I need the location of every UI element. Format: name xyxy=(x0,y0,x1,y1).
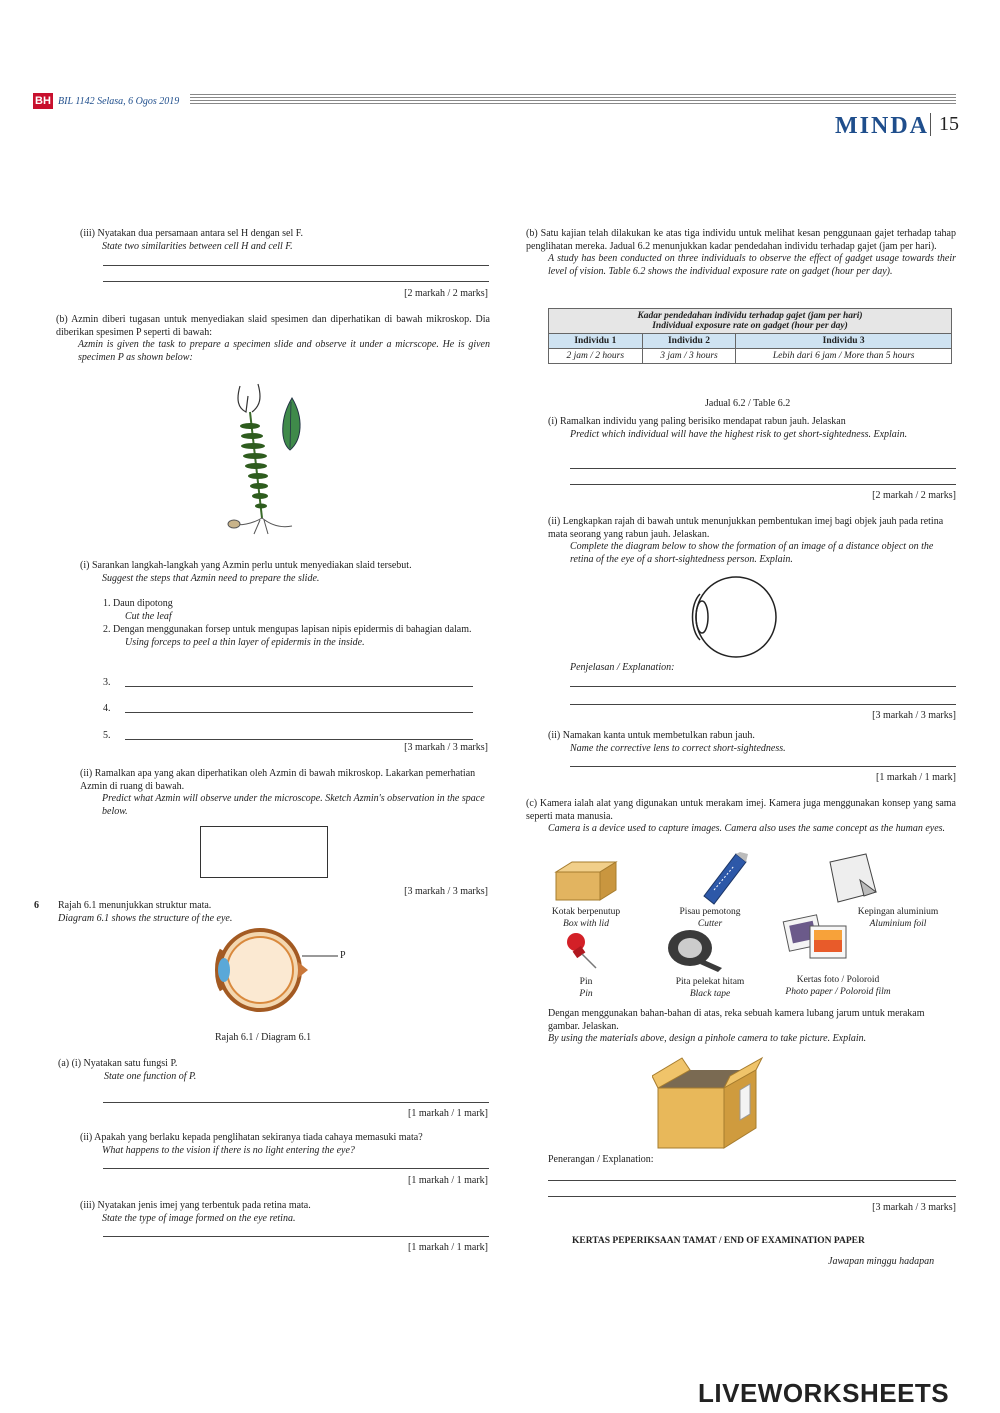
step-1-en: Cut the leaf xyxy=(125,610,172,622)
table-cell: Lebih dari 6 jam / More than 5 hours xyxy=(736,349,952,364)
material-foil-ms: Kepingan aluminium xyxy=(857,907,939,917)
box-with-lid-icon xyxy=(552,856,624,904)
table-header: Individu 2 xyxy=(642,334,736,349)
marks-label: [2 markah / 2 marks] xyxy=(872,490,956,501)
material-box-en: Box with lid xyxy=(563,919,609,929)
table-header: Individu 3 xyxy=(736,334,952,349)
answer-line[interactable] xyxy=(570,766,956,767)
pin-icon xyxy=(562,930,602,970)
table-header: Individu 1 xyxy=(549,334,643,349)
step-3-input[interactable] xyxy=(125,686,473,687)
question-bii xyxy=(80,768,490,818)
material-cutter-ms: Pisau pemotong xyxy=(679,907,741,917)
marks-label: [3 markah / 3 marks] xyxy=(872,710,956,721)
question-a-iii xyxy=(80,1200,490,1225)
marks-label: [3 markah / 3 marks] xyxy=(404,886,488,897)
section-title: MINDA xyxy=(835,113,929,139)
next-week-answers: Jawapan minggu hadapan xyxy=(828,1256,935,1267)
question-a-ii xyxy=(80,1132,490,1157)
answer-line[interactable] xyxy=(570,484,956,485)
question-6b-i-ms: (i) Ramalkan individu yang paling berisiko mendapat rabun jauh. Jelaskan xyxy=(548,416,846,427)
penerangan-label: Penerangan / Explanation: xyxy=(548,1154,654,1165)
label-p: P xyxy=(340,950,346,961)
marks-label: [3 markah / 3 marks] xyxy=(872,1202,956,1213)
step-5-input[interactable] xyxy=(125,739,473,740)
question-6-number: 6 xyxy=(34,900,39,911)
question-bii-ms: (ii) Ramalkan apa yang akan diperhatikan oleh Azmin di bawah mikroskop. Lakarkan pemerhatian Azmin di ruang di bawah. xyxy=(80,768,476,792)
question-bii-en: Predict what Azmin will observe under the microscope. Sketch Azmin's observation in the space below. xyxy=(102,793,485,817)
exposure-table xyxy=(548,308,952,364)
question-6b-iii-ms: (ii) Namakan kanta untuk membetulkan rabun jauh. xyxy=(548,730,755,741)
table-title xyxy=(549,309,952,334)
question-6 xyxy=(58,900,478,925)
question-a-iii-ms: (iii) Nyatakan jenis imej yang terbentuk pada retina mata. xyxy=(80,1200,311,1211)
material-photo-paper-en: Photo paper / Poloroid film xyxy=(785,987,891,997)
question-iii xyxy=(80,228,490,253)
step-5-number: 5. xyxy=(103,730,111,741)
question-6b-en: A study has been conducted on three individuals to observe the effect of gadget usage towards their level of vision. Table 6.2 shows the individual exposure rate on gadget (hour per day). xyxy=(548,253,956,277)
answer-line[interactable] xyxy=(570,686,956,687)
material-cutter-en: Cutter xyxy=(697,919,723,929)
step-2-ms: 2. Dengan menggunakan forsep untuk mengupas lapisan nipis epidermis di bahagian dalam. xyxy=(103,624,472,635)
material-cutter xyxy=(664,906,756,930)
question-b-ms: (b) Azmin diberi tugasan untuk menyediakan slaid spesimen dan diperhatikan di bawah mikroskop. Dia diberikan spesimen P seperti di bawah: xyxy=(56,314,490,338)
step-4-number: 4. xyxy=(103,703,111,714)
answer-line[interactable] xyxy=(103,1102,489,1103)
marks-label: [1 markah / 1 mark] xyxy=(408,1108,488,1119)
question-6b-i xyxy=(548,416,956,441)
material-photo-paper-ms: Kertas foto / Poloroid xyxy=(796,975,880,985)
table-6-2-caption: Jadual 6.2 / Table 6.2 xyxy=(705,398,791,409)
material-box xyxy=(540,906,632,930)
aluminium-foil-icon xyxy=(826,852,882,906)
photo-paper-icon xyxy=(782,910,852,970)
question-iii-ms: (iii) Nyatakan dua persamaan antara sel H dengan sel F. xyxy=(80,228,304,239)
question-6b-ms: (b) Satu kajian telah dilakukan ke atas tiga individu untuk melihat kesan penggunaan gajet terhadap tahap penglihatan mereka. Jadual 6.2 menunjukkan kadar pendedahan individu terhadap gajet (jam per hari). xyxy=(526,228,956,252)
design-task xyxy=(548,1008,956,1046)
question-a-i-ms: (a) (i) Nyatakan satu fungsi P. xyxy=(58,1058,178,1069)
question-a-ii-en: What happens to the vision if there is no light entering the eye? xyxy=(102,1144,355,1156)
question-6b-iii-en: Name the corrective lens to correct short-sightedness. xyxy=(570,742,786,754)
step-2 xyxy=(103,624,489,649)
marks-label: [1 markah / 1 mark] xyxy=(408,1175,488,1186)
question-a-i-en: State one function of P. xyxy=(104,1070,197,1082)
question-6b xyxy=(526,228,956,278)
material-tape-ms: Pita pelekat hitam xyxy=(675,977,745,987)
diagram-6-1-caption: Rajah 6.1 / Diagram 6.1 xyxy=(215,1032,312,1043)
eye-structure-diagram xyxy=(198,926,358,1016)
answer-line[interactable] xyxy=(103,265,489,266)
marks-label: [1 markah / 1 mark] xyxy=(408,1242,488,1253)
question-6c-ms: (c) Kamera ialah alat yang digunakan untuk merakam imej. Kamera juga menggunakan konsep yang sama seperti mata manusia. xyxy=(526,798,956,822)
answer-line[interactable] xyxy=(570,468,956,469)
answer-line[interactable] xyxy=(548,1180,956,1181)
issue-number: BIL 1142 xyxy=(58,96,95,107)
material-pin-ms: Pin xyxy=(579,977,593,987)
eye-outline-diagram[interactable] xyxy=(680,572,780,662)
question-6b-i-en: Predict which individual will have the highest risk to get short-sightedness. Explain. xyxy=(570,428,908,440)
answer-line[interactable] xyxy=(103,281,489,282)
sketch-box[interactable] xyxy=(200,826,328,878)
question-b xyxy=(56,314,490,364)
marks-label: [3 markah / 3 marks] xyxy=(404,742,488,753)
table-title-ms: Kadar pendedahan individu terhadap gajet (jam per hari) xyxy=(637,311,863,321)
question-6b-ii-en: Complete the diagram below to show the formation of an image of a distance object on the retina of the eye of a short-sightedness person. Explain. xyxy=(570,541,934,565)
bh-logo: BH xyxy=(33,93,53,109)
marks-label: [2 markah / 2 marks] xyxy=(404,288,488,299)
material-foil-en: Aluminium foil xyxy=(869,919,927,929)
question-a-i xyxy=(58,1058,478,1083)
question-bi-ms: (i) Sarankan langkah-langkah yang Azmin perlu untuk menyediakan slaid tersebut. xyxy=(80,560,412,571)
material-tape xyxy=(660,976,760,1000)
material-foil xyxy=(848,906,948,930)
question-b-en: Azmin is given the task to prepare a specimen slide and observe it under a micrscope. He is given specimen P as shown below: xyxy=(78,339,490,363)
question-6-ms: Rajah 6.1 menunjukkan struktur mata. xyxy=(58,900,212,911)
step-1-ms: 1. Daun dipotong xyxy=(103,598,173,609)
table-title-en: Individual exposure rate on gadget (hour per day) xyxy=(652,321,848,331)
explanation-label: Penjelasan / Explanation: xyxy=(570,662,675,673)
page-number: 15 xyxy=(930,113,959,136)
header-rule xyxy=(190,94,956,106)
answer-line[interactable] xyxy=(103,1168,489,1169)
answer-line[interactable] xyxy=(570,704,956,705)
table-cell: 2 jam / 2 hours xyxy=(549,349,643,364)
open-box-illustration xyxy=(652,1056,768,1152)
question-bi-en: Suggest the steps that Azmin need to prepare the slide. xyxy=(102,572,320,584)
question-6b-ii xyxy=(548,516,956,566)
material-photo-paper xyxy=(778,974,898,998)
specimen-plant-illustration xyxy=(222,378,312,536)
material-pin xyxy=(546,976,626,1000)
question-6c-en: Camera is a device used to capture images. Camera also uses the same concept as the human eyes. xyxy=(548,823,946,834)
step-2-en: Using forceps to peel a thin layer of epidermis in the inside. xyxy=(125,636,365,648)
question-a-iii-en: State the type of image formed on the eye retina. xyxy=(102,1212,296,1224)
question-iii-en: State two similarities between cell H and cell F. xyxy=(102,240,293,252)
issue-date: Selasa, 6 Ogos 2019 xyxy=(97,96,180,107)
design-task-ms: Dengan menggunakan bahan-bahan di atas, reka sebuah kamera lubang jarum untuk merakam gambar. Jelaskan. xyxy=(548,1008,925,1032)
black-tape-icon xyxy=(664,924,724,972)
question-6b-iii xyxy=(548,730,956,755)
answer-line[interactable] xyxy=(548,1196,956,1197)
end-of-paper: KERTAS PEPERIKSAAN TAMAT / END OF EXAMINATION PAPER xyxy=(572,1236,865,1246)
question-6c xyxy=(526,798,956,836)
question-6-en: Diagram 6.1 shows the structure of the eye. xyxy=(58,912,233,924)
liveworksheets-watermark: LIVEWORKSHEETS xyxy=(698,1378,950,1408)
answer-line[interactable] xyxy=(103,1236,489,1237)
question-bi xyxy=(80,560,490,585)
material-pin-en: Pin xyxy=(579,989,593,999)
step-1 xyxy=(103,598,489,623)
marks-label: [1 markah / 1 mark] xyxy=(876,772,956,783)
cutter-icon xyxy=(700,852,750,908)
material-box-ms: Kotak berpenutup xyxy=(551,907,621,917)
design-task-en: By using the materials above, design a pinhole camera to take picture. Explain. xyxy=(548,1033,867,1044)
question-a-ii-ms: (ii) Apakah yang berlaku kepada penglihatan sekiranya tiada cahaya memasuki mata? xyxy=(80,1132,423,1143)
step-3-number: 3. xyxy=(103,677,111,688)
question-6b-ii-ms: (ii) Lengkapkan rajah di bawah untuk menunjukkan pembentukan imej bagi objek jauh pada retina mata seorang yang rabun jauh. Jelaskan. xyxy=(548,516,944,540)
issue-line xyxy=(58,96,179,107)
material-tape-en: Black tape xyxy=(689,989,731,999)
table-cell: 3 jam / 3 hours xyxy=(642,349,736,364)
step-4-input[interactable] xyxy=(125,712,473,713)
